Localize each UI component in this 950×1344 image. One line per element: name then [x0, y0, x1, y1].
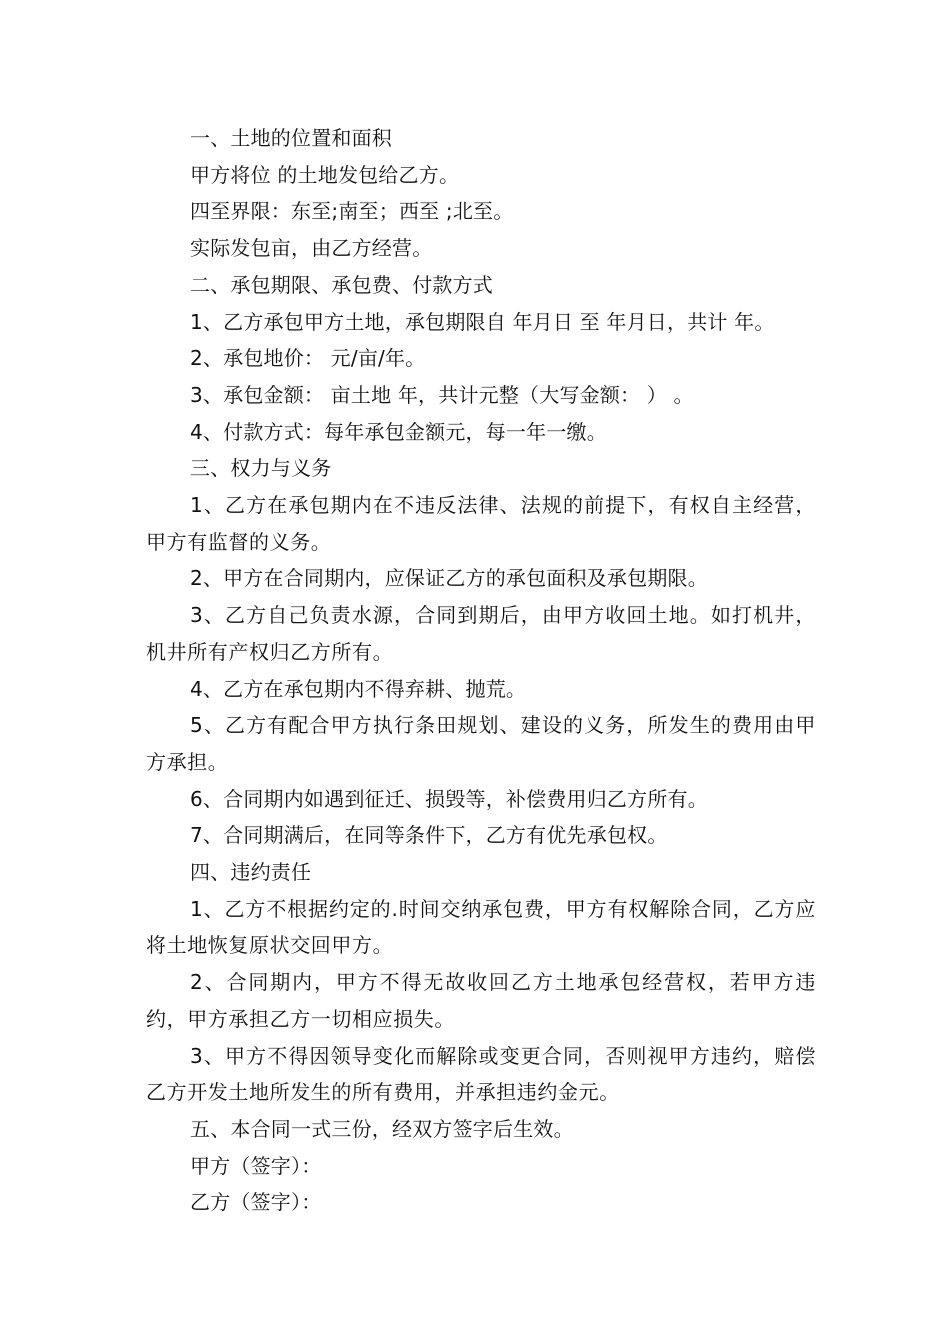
section-four-heading: 四、违约责任: [190, 860, 312, 885]
section-three-heading: 三、权力与义务: [190, 456, 332, 481]
term-item-3: 3、承包金额： 亩土地 年，共计元整（大写金额： ） 。: [190, 382, 694, 407]
actual-area-text: 实际发包亩，由乙方经营。: [190, 236, 433, 261]
rights-item-7: 7、合同期满后，在同等条件下，乙方有优先承包权。: [190, 823, 668, 848]
document-body: [146, 120, 816, 1221]
section-five-text: 五、本合同一式三份，经双方签字后生效。: [190, 1116, 574, 1141]
breach-item-3: 3、甲方不得因领导变化而解除或变更合同，否则视甲方违约，赔偿乙方开发土地所发生的所有费用，并承担违约金元。: [146, 1043, 816, 1105]
party-b-signature: 乙方（签字）：: [190, 1190, 322, 1215]
rights-item-4: 4、乙方在承包期内不得弃耕、抛荒。: [190, 676, 527, 701]
section-one-heading: 一、土地的位置和面积: [190, 126, 392, 150]
breach-item-1: 1、乙方不根据约定的.时间交纳承包费，甲方有权解除合同，乙方应将土地恢复原状交回甲方。: [146, 896, 816, 958]
rights-item-2: 2、甲方在合同期内，应保证乙方的承包面积及承包期限。: [190, 566, 708, 591]
section-two-heading: 二、承包期限、承包费、付款方式: [190, 272, 493, 297]
rights-item-5: 5、乙方有配合甲方执行条田规划、建设的义务，所发生的费用由甲方承担。: [146, 713, 816, 774]
term-item-1: 1、乙方承包甲方土地，承包期限自 年月日 至 年月日，共计 年。: [190, 309, 775, 334]
rights-item-6: 6、合同期内如遇到征迁、损毁等，补偿费用归乙方所有。: [190, 786, 708, 811]
term-item-4: 4、付款方式：每年承包金额元，每一年一缴。: [190, 419, 607, 444]
breach-item-2: 2、合同期内，甲方不得无故收回乙方土地承包经营权，若甲方违约，甲方承担乙方一切相应损失。: [146, 970, 816, 1031]
party-a-signature: 甲方（签字）：: [190, 1153, 322, 1178]
land-grant-text: 甲方将位 的土地发包给乙方。: [190, 162, 460, 187]
rights-item-1: 1、乙方在承包期内在不违反法律、法规的前提下，有权自主经营，甲方有监督的义务。: [146, 493, 816, 554]
boundaries-text: 四至界限：东至;南至；西至 ;北至。: [190, 199, 514, 224]
term-item-2: 2、承包地价： 元/亩/年。: [190, 346, 426, 371]
rights-item-3: 3、乙方自己负责水源，合同到期后，由甲方收回土地。如打机井，机井所有产权归乙方所有。: [146, 603, 816, 664]
